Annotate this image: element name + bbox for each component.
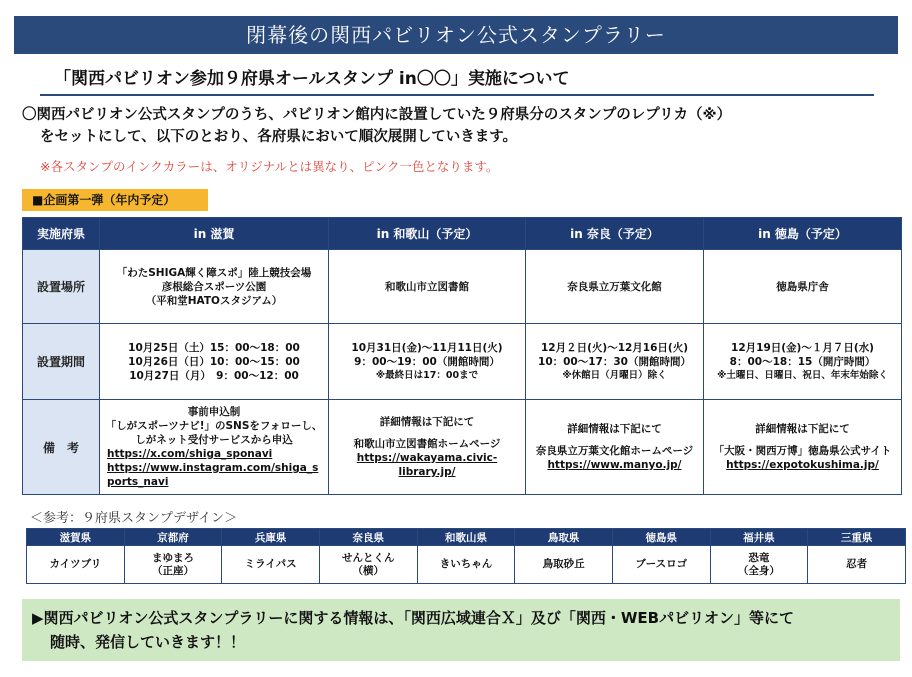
period-nara <box>526 324 704 400</box>
place-shiga-line: 彦根総合スポーツ公園 <box>161 280 267 293</box>
notes-shiga-line: しがネット受付サービスから申込 <box>135 434 293 446</box>
notes-wakayama <box>329 400 526 495</box>
period-wakayama <box>329 324 526 400</box>
period-shiga <box>100 324 329 400</box>
schedule-table <box>22 217 902 495</box>
stamp-prefecture: 徳島県 <box>612 529 710 546</box>
period-wakayama-note: ※最終日は17：00まで <box>375 369 479 381</box>
intro-line-1: 〇関西パビリオン公式スタンプのうち、パビリオン館内に設置していた９府県分のスタンプのレプリカ（※） <box>22 107 732 123</box>
phase-label: ■企画第一弾（年内予定） <box>22 189 208 211</box>
nara-link[interactable]: https://www.manyo.jp/ <box>547 459 682 471</box>
stamp-prefecture: 三重県 <box>808 529 906 546</box>
info-footer <box>22 599 900 661</box>
place-tokushima: 徳島県庁舎 <box>704 250 902 324</box>
header-shiga: in 滋賀 <box>100 218 329 250</box>
stamp-design: 恐竜 （全身） <box>710 546 808 584</box>
notes-nara-line: 詳細情報は下記にて <box>567 423 662 435</box>
row-period <box>23 324 902 400</box>
notes-shiga-line: 「しがスポーツナビ!」のSNSをフォローし、 <box>105 420 323 432</box>
stamp-design: せんとくん （横） <box>319 546 417 584</box>
period-shiga-line: 10月26日（日）10：00～15：00 <box>128 355 300 368</box>
row-label-notes: 備 考 <box>23 400 100 495</box>
period-nara-line: 10：00～17：30（開館時間） <box>538 355 691 368</box>
period-shiga-line: 10月25日（土）15：00～18：00 <box>128 341 300 354</box>
period-wakayama-line: 9：00～19：00（開館時間） <box>354 355 500 368</box>
stamp-prefecture: 京都府 <box>124 529 222 546</box>
stamp-design: ミライパス <box>222 546 320 584</box>
stamp-design: 忍者 <box>808 546 906 584</box>
notes-wakayama-line: 和歌山市立図書館ホームページ <box>353 438 501 450</box>
stamp-design-row <box>27 546 906 584</box>
footer-line-1: ▶関西パビリオン公式スタンプラリーに関する情報は、「関西広域連合Ｘ」及び「関西・WEBパビリオン」等にて <box>32 609 794 627</box>
notes-tokushima-line: 「大阪・関西万博」徳島県公式サイト <box>713 445 892 457</box>
header-tokushima: in 徳島（予定） <box>704 218 902 250</box>
stamp-design: きいちゃん <box>417 546 515 584</box>
wakayama-link[interactable]: https://wakayama.civic-library.jp/ <box>356 452 498 478</box>
stamp-design-reference-label: ＜参考：９府県スタンプデザイン＞ <box>30 511 238 526</box>
period-tokushima-note: ※土曜日、日曜日、祝日、年末年始除く <box>717 369 888 381</box>
stamp-prefecture: 鳥取県 <box>515 529 613 546</box>
schedule-header-row <box>23 218 902 250</box>
place-shiga-line: 「わたSHIGA輝く障スポ」陸上競技会場 <box>116 266 312 279</box>
stamp-design: カイツブリ <box>27 546 125 584</box>
ink-color-note: ※各スタンプのインクカラーは、オリジナルとは異なり、ピンク一色となります。 <box>40 159 499 174</box>
notes-tokushima <box>704 400 902 495</box>
period-tokushima <box>704 324 902 400</box>
stamp-prefecture: 滋賀県 <box>27 529 125 546</box>
period-shiga-line: 10月27日（月） 9：00～12：00 <box>129 369 299 382</box>
place-nara: 奈良県立万葉文化館 <box>526 250 704 324</box>
stamp-design: ブースロゴ <box>612 546 710 584</box>
notes-shiga <box>100 400 329 495</box>
stamp-prefecture: 福井県 <box>710 529 808 546</box>
notes-shiga-line: 事前申込制 <box>187 406 241 418</box>
place-shiga-line: （平和堂HATOスタジアム） <box>145 294 283 307</box>
stamp-prefecture-row <box>27 529 906 546</box>
row-label-period: 設置期間 <box>23 324 100 400</box>
notes-tokushima-line: 詳細情報は下記にて <box>755 423 850 435</box>
stamp-prefecture: 和歌山県 <box>417 529 515 546</box>
stamp-prefecture: 兵庫県 <box>222 529 320 546</box>
notes-nara <box>526 400 704 495</box>
notes-wakayama-line: 詳細情報は下記にて <box>379 416 475 428</box>
row-notes <box>23 400 902 495</box>
period-tokushima-line: 12月19日(金)～１月７日(水) <box>731 341 874 354</box>
page-subtitle: 「関西パビリオン参加９府県オールスタンプ in〇〇」実施について <box>40 64 874 96</box>
footer-line-2: 随時、発信していきます！！ <box>50 633 246 651</box>
stamp-design-table <box>26 528 906 584</box>
notes-nara-line: 奈良県立万葉文化館ホームページ <box>535 445 694 457</box>
header-nara: in 奈良（予定） <box>526 218 704 250</box>
row-place <box>23 250 902 324</box>
period-nara-line: 12月２日(火)～12月16日(火) <box>540 341 689 354</box>
stamp-prefecture: 奈良県 <box>319 529 417 546</box>
tokushima-link[interactable]: https://expotokushima.jp/ <box>726 459 879 471</box>
intro-text <box>22 104 892 148</box>
place-wakayama: 和歌山市立図書館 <box>329 250 526 324</box>
place-shiga <box>100 250 329 324</box>
page-banner: 閉幕後の関西パビリオン公式スタンプラリー <box>14 16 898 54</box>
header-wakayama: in 和歌山（予定） <box>329 218 526 250</box>
header-prefecture: 実施府県 <box>23 218 100 250</box>
shiga-x-link[interactable]: https://x.com/shiga_sponavi <box>107 448 273 460</box>
period-tokushima-line: 8：00～18：15（開庁時間） <box>729 355 876 368</box>
row-label-place: 設置場所 <box>23 250 100 324</box>
period-nara-note: ※休館日（月曜日）除く <box>562 369 667 381</box>
stamp-design: まゆまろ （正座） <box>124 546 222 584</box>
intro-line-2: をセットにして、以下のとおり、各府県において順次展開していきます。 <box>40 129 518 145</box>
stamp-design: 鳥取砂丘 <box>515 546 613 584</box>
shiga-instagram-link[interactable]: https://www.instagram.com/shiga_sports_navi <box>107 462 319 488</box>
period-wakayama-line: 10月31日(金)～11月11日(火) <box>351 341 503 354</box>
